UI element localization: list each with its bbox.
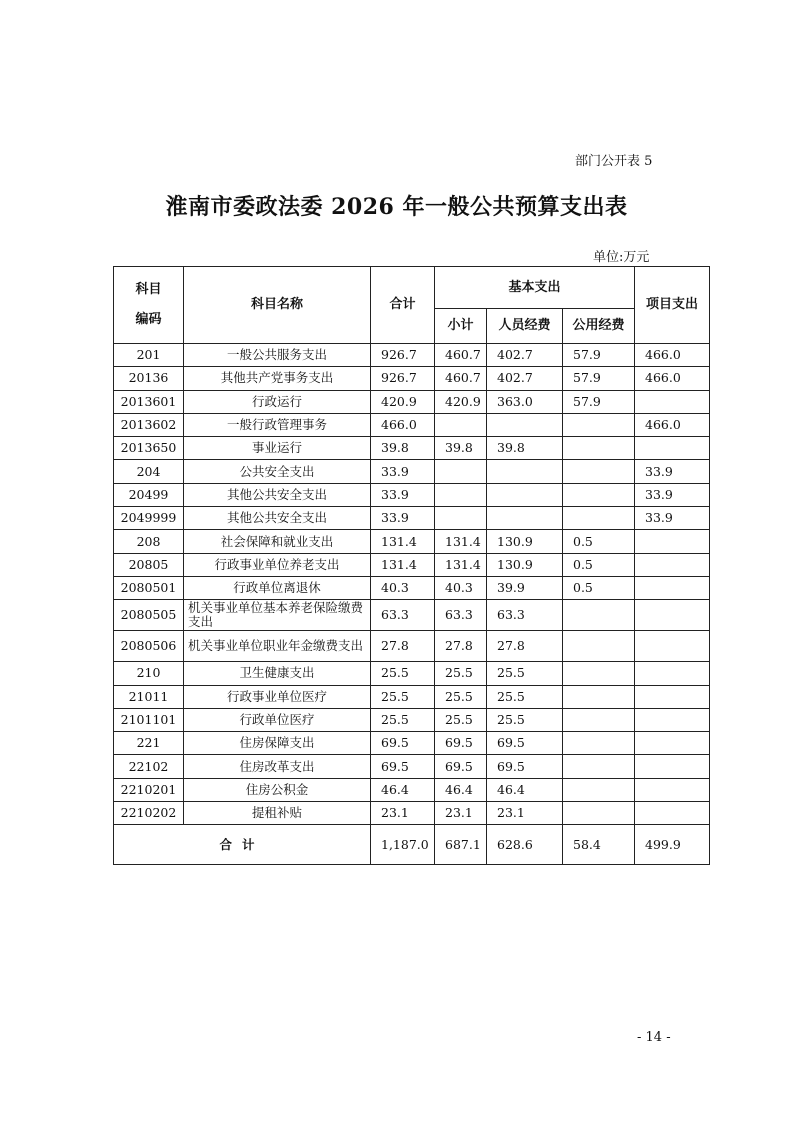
- cell-project: [635, 631, 710, 662]
- cell-total: 25.5: [371, 662, 435, 685]
- cell-public: [563, 600, 635, 631]
- cell-public: [563, 413, 635, 436]
- table-row: [114, 460, 710, 483]
- cell-personnel: 130.9: [487, 530, 563, 553]
- cell-subtotal: [435, 460, 487, 483]
- table-row: [114, 685, 710, 708]
- cell-public: [563, 778, 635, 801]
- cell-public: [563, 708, 635, 731]
- cell-project: 33.9: [635, 507, 710, 530]
- cell-subtotal: 46.4: [435, 778, 487, 801]
- cell-subtotal: 63.3: [435, 600, 487, 631]
- cell-code: 208: [114, 530, 184, 553]
- cell-personnel: 25.5: [487, 708, 563, 731]
- table-row: [114, 344, 710, 367]
- cell-subtotal: [435, 413, 487, 436]
- cell-name: 住房改革支出: [184, 755, 371, 778]
- table-row: [114, 802, 710, 825]
- cell-project: [635, 530, 710, 553]
- cell-project: [635, 437, 710, 460]
- cell-total: 69.5: [371, 755, 435, 778]
- cell-code: 21011: [114, 685, 184, 708]
- table-row: [114, 662, 710, 685]
- budget-table: [113, 266, 710, 865]
- cell-total: 27.8: [371, 631, 435, 662]
- cell-code: 2101101: [114, 708, 184, 731]
- cell-project: 466.0: [635, 344, 710, 367]
- cell-personnel: 27.8: [487, 631, 563, 662]
- cell-code: 20499: [114, 483, 184, 506]
- cell-subtotal: 40.3: [435, 576, 487, 599]
- cell-public: [563, 685, 635, 708]
- header-code-line2: 编码: [135, 312, 162, 327]
- cell-total: 63.3: [371, 600, 435, 631]
- cell-personnel: [487, 460, 563, 483]
- cell-name: 公共安全支出: [184, 460, 371, 483]
- cell-total: 33.9: [371, 483, 435, 506]
- cell-name: 机关事业单位基本养老保险缴费支出: [184, 600, 371, 631]
- total-personnel: 628.6: [487, 825, 563, 865]
- cell-public: 0.5: [563, 576, 635, 599]
- table-row: [114, 631, 710, 662]
- cell-code: 2080505: [114, 600, 184, 631]
- cell-public: 57.9: [563, 344, 635, 367]
- cell-total: 46.4: [371, 778, 435, 801]
- cell-code: 210: [114, 662, 184, 685]
- table-row: [114, 553, 710, 576]
- header-basic: 基本支出: [435, 267, 635, 309]
- table-body: [114, 344, 710, 825]
- cell-public: [563, 483, 635, 506]
- cell-name: 行政事业单位医疗: [184, 685, 371, 708]
- page-number: - 14 -: [637, 1030, 671, 1045]
- header-name: 科目名称: [184, 267, 371, 344]
- cell-project: 466.0: [635, 367, 710, 390]
- cell-public: 57.9: [563, 367, 635, 390]
- cell-name: 住房保障支出: [184, 732, 371, 755]
- cell-total: 23.1: [371, 802, 435, 825]
- cell-code: 2013602: [114, 413, 184, 436]
- cell-personnel: 363.0: [487, 390, 563, 413]
- cell-project: [635, 708, 710, 731]
- cell-name: 行政单位医疗: [184, 708, 371, 731]
- table-row: [114, 732, 710, 755]
- header-project: 项目支出: [635, 267, 710, 344]
- table-row: [114, 778, 710, 801]
- cell-subtotal: 460.7: [435, 344, 487, 367]
- table-row: [114, 413, 710, 436]
- cell-subtotal: 69.5: [435, 732, 487, 755]
- table-row: [114, 367, 710, 390]
- table-row: [114, 437, 710, 460]
- table-row: [114, 483, 710, 506]
- cell-name: 机关事业单位职业年金缴费支出: [184, 631, 371, 662]
- cell-name: 提租补贴: [184, 802, 371, 825]
- cell-public: [563, 662, 635, 685]
- cell-public: [563, 631, 635, 662]
- cell-name: 行政单位离退休: [184, 576, 371, 599]
- cell-project: [635, 755, 710, 778]
- cell-total: 39.8: [371, 437, 435, 460]
- cell-project: [635, 600, 710, 631]
- page-title: 淮南市委政法委 2026 年一般公共预算支出表: [165, 194, 628, 220]
- cell-code: 204: [114, 460, 184, 483]
- cell-name: 行政运行: [184, 390, 371, 413]
- cell-code: 221: [114, 732, 184, 755]
- cell-subtotal: 27.8: [435, 631, 487, 662]
- cell-project: [635, 576, 710, 599]
- cell-subtotal: 25.5: [435, 708, 487, 731]
- cell-subtotal: 460.7: [435, 367, 487, 390]
- header-code: [114, 267, 184, 344]
- cell-personnel: 402.7: [487, 367, 563, 390]
- cell-subtotal: 131.4: [435, 553, 487, 576]
- cell-public: 0.5: [563, 553, 635, 576]
- header-personnel: 人员经费: [487, 309, 563, 344]
- cell-public: 57.9: [563, 390, 635, 413]
- cell-project: [635, 732, 710, 755]
- cell-subtotal: 420.9: [435, 390, 487, 413]
- header-code-line1: 科目: [135, 282, 162, 297]
- cell-total: 131.4: [371, 530, 435, 553]
- table-row: [114, 600, 710, 631]
- cell-personnel: 25.5: [487, 685, 563, 708]
- cell-total: 926.7: [371, 344, 435, 367]
- cell-subtotal: 25.5: [435, 662, 487, 685]
- cell-subtotal: 39.8: [435, 437, 487, 460]
- cell-name: 卫生健康支出: [184, 662, 371, 685]
- cell-code: 2013601: [114, 390, 184, 413]
- cell-total: 33.9: [371, 460, 435, 483]
- cell-code: 2080506: [114, 631, 184, 662]
- cell-name: 其他公共安全支出: [184, 483, 371, 506]
- cell-subtotal: 131.4: [435, 530, 487, 553]
- cell-subtotal: 69.5: [435, 755, 487, 778]
- cell-code: 2049999: [114, 507, 184, 530]
- cell-code: 20805: [114, 553, 184, 576]
- cell-code: 22102: [114, 755, 184, 778]
- cell-total: 25.5: [371, 685, 435, 708]
- cell-total: 69.5: [371, 732, 435, 755]
- cell-personnel: 402.7: [487, 344, 563, 367]
- cell-project: 33.9: [635, 460, 710, 483]
- cell-public: [563, 507, 635, 530]
- cell-project: 466.0: [635, 413, 710, 436]
- cell-personnel: 69.5: [487, 755, 563, 778]
- cell-personnel: [487, 413, 563, 436]
- cell-name: 行政事业单位养老支出: [184, 553, 371, 576]
- table-row: [114, 530, 710, 553]
- cell-project: [635, 778, 710, 801]
- cell-code: 20136: [114, 367, 184, 390]
- header-public: 公用经费: [563, 309, 635, 344]
- cell-personnel: 63.3: [487, 600, 563, 631]
- cell-public: [563, 802, 635, 825]
- cell-personnel: 46.4: [487, 778, 563, 801]
- unit-label: 单位:万元: [593, 250, 650, 265]
- cell-name: 住房公积金: [184, 778, 371, 801]
- cell-personnel: 69.5: [487, 732, 563, 755]
- cell-name: 其他公共安全支出: [184, 507, 371, 530]
- total-label: 合计: [114, 825, 371, 865]
- cell-name: 社会保障和就业支出: [184, 530, 371, 553]
- cell-subtotal: 23.1: [435, 802, 487, 825]
- cell-total: 33.9: [371, 507, 435, 530]
- cell-personnel: 39.9: [487, 576, 563, 599]
- cell-subtotal: [435, 507, 487, 530]
- form-label: 部门公开表 5: [575, 154, 653, 169]
- cell-total: 25.5: [371, 708, 435, 731]
- header-subtotal: 小计: [435, 309, 487, 344]
- cell-code: 2080501: [114, 576, 184, 599]
- cell-name: 其他共产党事务支出: [184, 367, 371, 390]
- cell-personnel: 39.8: [487, 437, 563, 460]
- cell-personnel: [487, 507, 563, 530]
- cell-personnel: 130.9: [487, 553, 563, 576]
- table-row: [114, 390, 710, 413]
- cell-public: [563, 732, 635, 755]
- header-total: 合计: [371, 267, 435, 344]
- cell-name: 事业运行: [184, 437, 371, 460]
- total-total: 1,187.0: [371, 825, 435, 865]
- cell-code: 2210201: [114, 778, 184, 801]
- cell-public: [563, 437, 635, 460]
- cell-subtotal: 25.5: [435, 685, 487, 708]
- cell-project: [635, 390, 710, 413]
- cell-project: [635, 553, 710, 576]
- table-row: [114, 576, 710, 599]
- cell-total: 40.3: [371, 576, 435, 599]
- cell-project: [635, 662, 710, 685]
- cell-total: 466.0: [371, 413, 435, 436]
- cell-code: 2210202: [114, 802, 184, 825]
- cell-code: 201: [114, 344, 184, 367]
- cell-project: [635, 685, 710, 708]
- total-row: [114, 825, 710, 865]
- cell-total: 420.9: [371, 390, 435, 413]
- table-row: [114, 755, 710, 778]
- total-public: 58.4: [563, 825, 635, 865]
- cell-name: 一般公共服务支出: [184, 344, 371, 367]
- cell-personnel: 23.1: [487, 802, 563, 825]
- cell-name: 一般行政管理事务: [184, 413, 371, 436]
- table-row: [114, 507, 710, 530]
- cell-personnel: [487, 483, 563, 506]
- cell-total: 926.7: [371, 367, 435, 390]
- cell-subtotal: [435, 483, 487, 506]
- cell-personnel: 25.5: [487, 662, 563, 685]
- cell-public: 0.5: [563, 530, 635, 553]
- cell-project: 33.9: [635, 483, 710, 506]
- cell-project: [635, 802, 710, 825]
- table-row: [114, 708, 710, 731]
- total-project: 499.9: [635, 825, 710, 865]
- cell-public: [563, 755, 635, 778]
- cell-total: 131.4: [371, 553, 435, 576]
- cell-code: 2013650: [114, 437, 184, 460]
- cell-public: [563, 460, 635, 483]
- total-subtotal: 687.1: [435, 825, 487, 865]
